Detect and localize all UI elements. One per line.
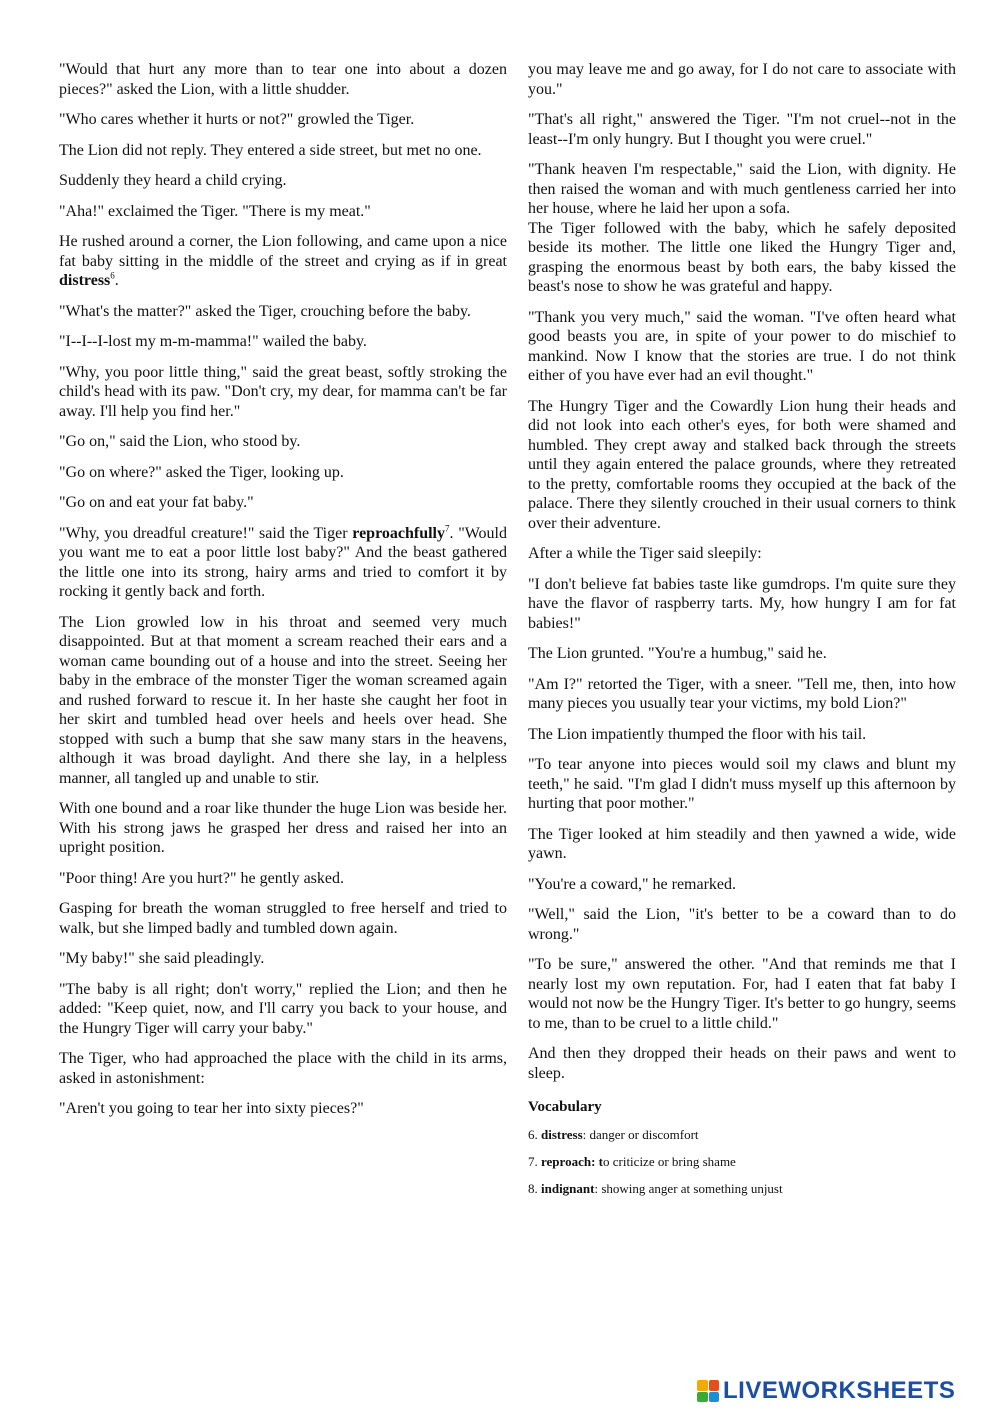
vocabulary-definition: : danger or discomfort bbox=[582, 1127, 699, 1142]
liveworksheets-brand[interactable] bbox=[697, 1378, 955, 1404]
paragraph: The Lion impatiently thumped the floor with his tail. bbox=[528, 725, 867, 743]
paragraph: "Go on where?" asked the Tiger, looking up. bbox=[59, 463, 344, 481]
vocabulary-term: reproachfully bbox=[352, 524, 445, 542]
paragraph: "Poor thing! Are you hurt?" he gently asked. bbox=[59, 869, 345, 887]
vocabulary-term: distress bbox=[541, 1127, 583, 1142]
paragraph: Suddenly they heard a child crying. bbox=[59, 172, 287, 189]
paragraph: Gasping for breath the woman struggled to free herself and tried to walk, but she limped badly and tumbled down again. bbox=[59, 900, 507, 937]
paragraph: "Go on," said the Lion, who stood by. bbox=[59, 433, 301, 450]
paragraph: "The baby is all right; don't worry," replied the Lion; and then he added: "Keep quiet, now, and I'll carry you back to your house, and the Hungry Tiger will carry your baby." bbox=[59, 980, 507, 1037]
paragraph: "Go on and eat your fat baby." bbox=[59, 494, 254, 511]
text-run: He rushed around a corner, the Lion following, and came upon a nice fat baby sitting in the middle of the street and crying as if in great bbox=[59, 233, 507, 270]
paragraph: "To tear anyone into pieces would soil my claws and blunt my teeth," he said. "I'm glad I didn't muss myself up this afternoon by hurting that poor mother." bbox=[528, 756, 956, 812]
paragraph: "Aha!" exclaimed the Tiger. "There is my meat." bbox=[59, 202, 371, 220]
vocabulary-definition: o criticize or bring shame bbox=[602, 1154, 736, 1169]
paragraph: "That's all right," answered the Tiger. "I'm not cruel--not in the least--I'm only hungry. But I thought you were cruel." bbox=[528, 111, 956, 148]
vocabulary-number: 7. bbox=[528, 1154, 541, 1169]
text-run: "Why, you dreadful creature!" said the Tiger bbox=[59, 524, 353, 542]
paragraph: "My baby!" she said pleadingly. bbox=[59, 950, 265, 967]
paragraph: "Thank you very much," said the woman. "I've often heard what good beasts you are, in spite of your power to do mischief to mankind. Now I know that the stories are true. I do not think either of you have ever had an evil thought." bbox=[528, 308, 956, 384]
paragraph: "Who cares whether it hurts or not?" growled the Tiger. bbox=[59, 111, 415, 128]
vocabulary-term: reproach: t bbox=[541, 1154, 603, 1169]
paragraph: After a while the Tiger said sleepily: bbox=[528, 545, 762, 562]
paragraph: you may leave me and go away, for I do not care to associate with you." bbox=[528, 61, 956, 98]
paragraph: "Thank heaven I'm respectable," said the Lion, with dignity. He then raised the woman and with much gentleness carried her into her house, where he laid her upon a sofa. bbox=[528, 161, 956, 217]
liveworksheets-logo-icon bbox=[697, 1380, 719, 1402]
paragraph: "Would that hurt any more than to tear one into about a dozen pieces?" asked the Lion, with a little shudder. bbox=[59, 61, 507, 98]
vocabulary-number: 8. bbox=[528, 1181, 541, 1196]
paragraph: The Lion grunted. "You're a humbug," said he. bbox=[528, 645, 827, 662]
paragraph: "Am I?" retorted the Tiger, with a sneer. "Tell me, then, into how many pieces you usually tear your victims, my bold Lion?" bbox=[528, 675, 956, 712]
vocabulary-term: distress bbox=[59, 272, 111, 289]
vocabulary-term: indignant bbox=[541, 1181, 595, 1196]
paragraph: The Tiger, who had approached the place with the child in its arms, asked in astonishment: bbox=[59, 1050, 507, 1087]
vocabulary-item bbox=[528, 1154, 956, 1170]
left-column bbox=[59, 60, 507, 1130]
paragraph: The Lion growled low in his throat and seemed very much disappointed. But at that moment a scream reached their ears and a woman came bounding out of a house and into the street. Seeing her baby in the embrace of the monster Tiger the woman screamed again and rushed forward to rescue it. In her haste she caught her foot in her skirt and tumbled head over heels and heels over head. She stopped with such a bump that she saw many stars in the heavens, although it was broad daylight. And there she lay, in a helpless manner, all tangled up and unable to stir. bbox=[59, 613, 507, 787]
paragraph: "To be sure," answered the other. "And that reminds me that I nearly lost my own reputation. For, had I eaten that fat baby I would not now be the Hungry Tiger. It's better to go hungry, seems to me, than to be cruel to a little child." bbox=[528, 956, 956, 1032]
vocabulary-number: 6. bbox=[528, 1127, 541, 1142]
paragraph: "You're a coward," he remarked. bbox=[528, 875, 737, 893]
paragraph: "Aren't you going to tear her into sixty pieces?" bbox=[59, 1100, 364, 1117]
paragraph: The Hungry Tiger and the Cowardly Lion hung their heads and did not look into each other's eyes, for both were shamed and humbled. They crept away and stalked back through the streets until they again entered the palace grounds, where they retreated to the pretty, comfortable rooms they occupied at the back of the palace. There they silently crouched in their usual corners to think over their adventure. bbox=[528, 397, 956, 532]
vocabulary-item bbox=[528, 1181, 956, 1197]
footnote-marker: 7 bbox=[445, 523, 450, 534]
paragraph: "I--I--I-lost my m-m-mamma!" wailed the baby. bbox=[59, 333, 367, 350]
paragraph bbox=[59, 524, 507, 602]
paragraph: "Why, you poor little thing," said the great beast, softly stroking the child's head with its paw. "Don't cry, my dear, for mamma can't be far away. I'll help you find her." bbox=[59, 363, 507, 420]
paragraph: The Tiger looked at him steadily and then yawned a wide, wide yawn. bbox=[528, 825, 956, 862]
paragraph bbox=[59, 232, 507, 291]
vocabulary-item bbox=[528, 1127, 956, 1143]
text-run: . bbox=[114, 272, 119, 289]
paragraph: And then they dropped their heads on their paws and went to sleep. bbox=[528, 1045, 956, 1082]
paragraph: The Lion did not reply. They entered a side street, but met no one. bbox=[59, 141, 482, 159]
footnote-marker: 6 bbox=[110, 270, 115, 281]
right-column bbox=[528, 60, 956, 1208]
paragraph: "I don't believe fat babies taste like gumdrops. I'm quite sure they have the flavor of raspberry tarts. My, how hungry I am for fat babies!" bbox=[528, 575, 956, 632]
text-run: . "Would you want me to eat a poor little lost baby?" And the beast gathered the little one into its strong, hairy arms and tried to comfort it by rocking it gently back and forth. bbox=[59, 524, 507, 600]
paragraph: "Well," said the Lion, "it's better to be a coward than to do wrong." bbox=[528, 906, 956, 943]
vocabulary-definition: : showing anger at something unjust bbox=[594, 1181, 783, 1196]
paragraph: The Tiger followed with the baby, which he safely deposited beside its mother. The little one liked the Hungry Tiger and, grasping the enormous beast by both ears, the baby kissed the beast's nose to show he was grateful and happy. bbox=[528, 219, 956, 295]
paragraph: "What's the matter?" asked the Tiger, crouching before the baby. bbox=[59, 302, 471, 320]
vocabulary-title: Vocabulary bbox=[528, 1099, 602, 1115]
vocabulary-section bbox=[528, 1099, 956, 1197]
paragraph: With one bound and a roar like thunder the huge Lion was beside her. With his strong jaws he grasped her dress and raised her into an upright position. bbox=[59, 800, 507, 856]
brand-name: LIVEWORKSHEETS bbox=[723, 1377, 956, 1404]
